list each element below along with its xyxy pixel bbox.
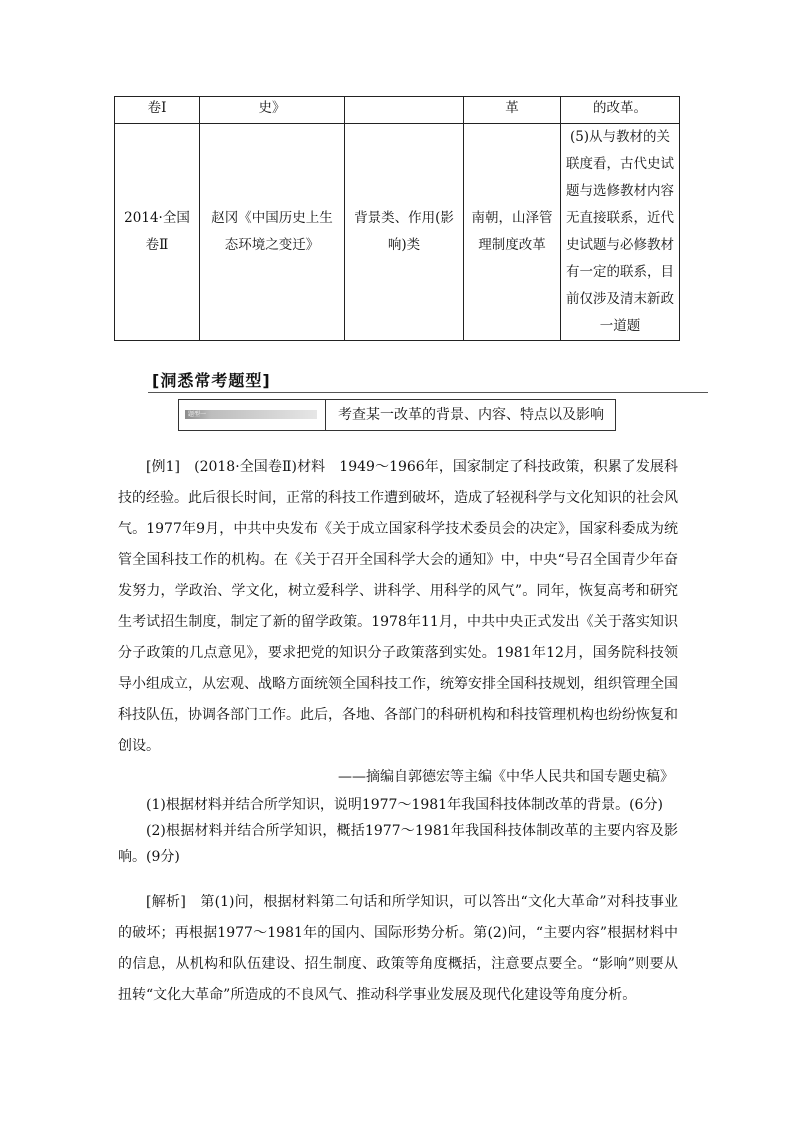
table-row — [115, 124, 680, 341]
table-cell-type: 背景类、作用(影响)类 — [345, 124, 464, 341]
section-divider — [148, 392, 708, 393]
table-cell-year: 2014·全国卷Ⅱ — [115, 124, 200, 341]
example-paragraph: [例1] (2018·全国卷Ⅱ)材料 1949～1966年，国家制定了科技政策，积累了发展科技的经验。此后很长时间，正常的科技工作遭到破坏，造成了轻视科学与文化知识的社会风气。1977年9月，中共中央发布《关于成立国家科学技术委员会的决定》，国家科委成为统管全国科技工作的机构。在《关于召开全国科学大会的通知》中，中央“号召全国青少年奋发努力，学政治、学文化，树立爱科学、讲科学、用科学的风气”。同年，恢复高考和研究生考试招生制度，制定了新的留学政策。1978年11月，中共中央正式发出《关于落实知识分子政策的几点意见》，要求把党的知识分子政策落到实处。1981年12月，国务院科技领导小组成立，从宏观、战略方面统领全国科技工作，统筹安排全国科技规划，组织管理全国科技队伍，协调各部门工作。此后，各地、各部门的科研机构和科技管理机构也纷纷恢复和创设。 — [118, 459, 678, 754]
table-row — [115, 97, 680, 124]
exam-table — [114, 96, 680, 341]
topic-text: 考查某一改革的背景、内容、特点以及影响 — [338, 407, 604, 423]
table-cell-topic: 革 — [464, 97, 561, 124]
section-heading: [洞悉常考题型] — [152, 371, 271, 390]
topic-tag — [179, 400, 326, 430]
analysis-block — [118, 887, 678, 1011]
table-cell-book: 赵冈《中国历史上生态环境之变迁》 — [200, 124, 345, 341]
topic-box — [178, 399, 616, 431]
question-1: (1)根据材料并结合所学知识，说明1977～1981年我国科技体制改革的背景。(6分) — [146, 797, 663, 813]
table-cell-remark: (5)从与教材的关联度看，古代史试题与选修教材内容无直接联系，近代史试题与必修教材有一定的联系，目前仅涉及清末新政一道题 — [561, 124, 680, 341]
table-cell-year: 卷Ⅰ — [115, 97, 200, 124]
topic-tag-bar — [185, 410, 317, 419]
example-block — [118, 452, 678, 870]
table-cell-type — [345, 97, 464, 124]
table-cell-book: 史》 — [200, 97, 345, 124]
question-2: (2)根据材料并结合所学知识，概括1977～1981年我国科技体制改革的主要内容及影响。(9分) — [118, 823, 678, 865]
example-source: ——摘编自郭德宏等主编《中华人民共和国专题史稿》 — [338, 769, 674, 785]
table-cell-topic: 南朝，山泽管理制度改革 — [464, 124, 561, 341]
analysis-paragraph: [解析] 第(1)问，根据材料第二句话和所学知识，可以答出“文化大革命”对科技事业的破坏；再根据1977～1981年的国内、国际形势分析。第(2)问，“主要内容”根据材料中的信息，从机构和队伍建设、招生制度、政策等角度概括，注意要点要全。“影响”则要从扭转“文化大革命”所造成的不良风气、推动科学事业发展及现代化建设等角度分析。 — [118, 894, 678, 1003]
table-cell-remark: 的改革。 — [561, 97, 680, 124]
topic-tag-label: 题型一 — [188, 411, 207, 418]
